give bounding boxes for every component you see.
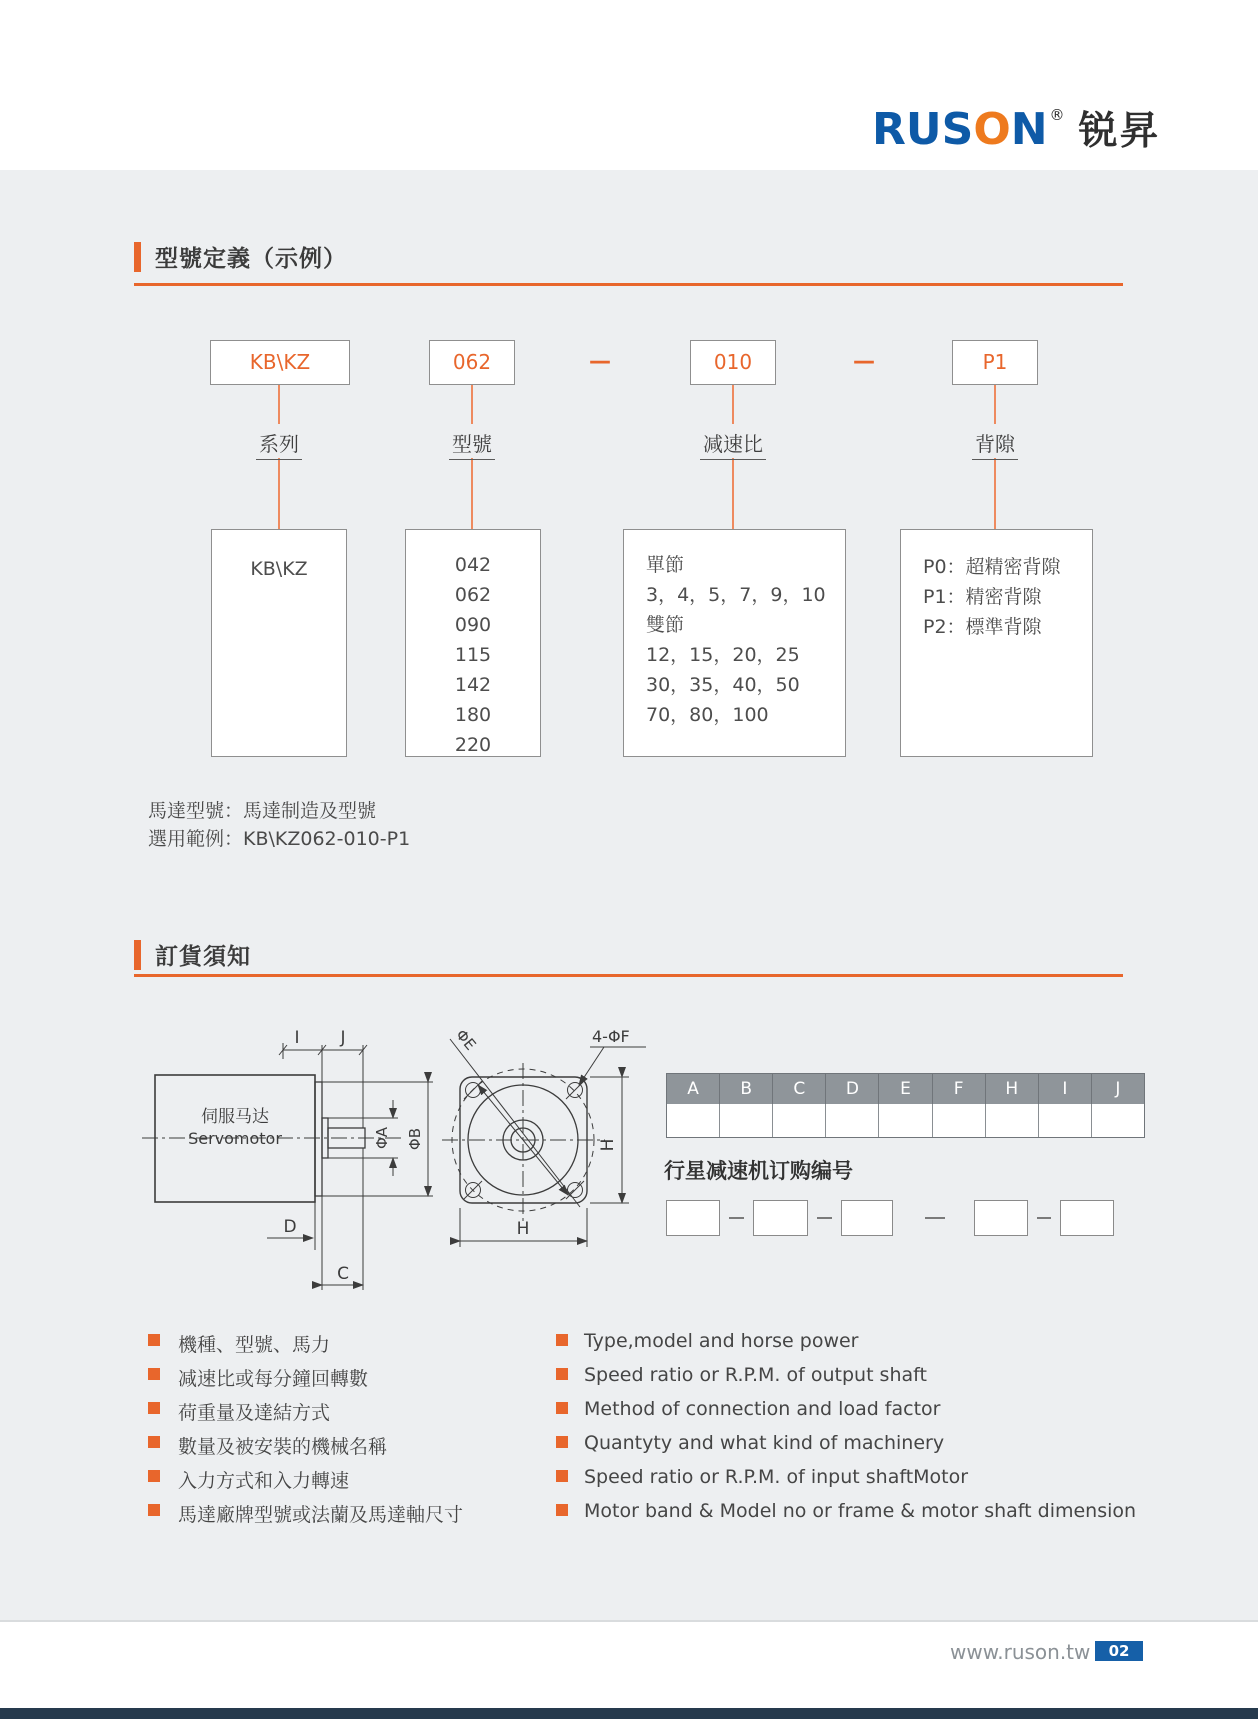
order-dash bbox=[729, 1217, 744, 1219]
section2-header bbox=[134, 938, 251, 971]
list-item-cn: 數量及被安裝的機械名稱 bbox=[178, 1436, 388, 1458]
list-item-en: Quantyty and what kind of machinery bbox=[584, 1432, 945, 1454]
table-empty-cell bbox=[933, 1104, 986, 1137]
page-number-badge: 02 bbox=[1095, 1641, 1143, 1661]
connector-line bbox=[471, 385, 473, 424]
code-box-series: KB\KZ bbox=[210, 340, 350, 385]
dim-label-h-side: H bbox=[598, 1138, 618, 1152]
section-accent-bar bbox=[134, 940, 141, 970]
list-item-en: Type,model and horse power bbox=[584, 1330, 859, 1352]
connector-line bbox=[994, 385, 996, 424]
table-empty-cell bbox=[879, 1104, 932, 1137]
bullet-square-icon bbox=[148, 1504, 160, 1516]
connector-line bbox=[471, 458, 473, 529]
bullet-square-icon bbox=[556, 1470, 568, 1482]
code-dash: — bbox=[853, 349, 875, 374]
table-header-cell: J bbox=[1092, 1074, 1144, 1104]
technical-drawing bbox=[140, 1005, 650, 1295]
dim-label-phi-b: ΦB bbox=[406, 1127, 424, 1151]
connector-line bbox=[994, 458, 996, 529]
bullet-square-icon bbox=[148, 1402, 160, 1414]
bullet-square-icon bbox=[148, 1436, 160, 1448]
footer-url: www.ruson.tw bbox=[950, 1640, 1091, 1664]
table-empty-cell bbox=[720, 1104, 773, 1137]
connector-line bbox=[278, 458, 280, 529]
order-code-box bbox=[974, 1200, 1028, 1236]
list-item-en: Method of connection and load factor bbox=[584, 1398, 941, 1420]
registered-mark-icon: ® bbox=[1049, 106, 1065, 124]
logo-text-rus: RUS bbox=[872, 104, 974, 155]
bullet-square-icon bbox=[556, 1334, 568, 1346]
footer-bottom-bar bbox=[0, 1708, 1258, 1719]
code-box-model: 062 bbox=[429, 340, 515, 385]
code-box-ratio: 010 bbox=[690, 340, 776, 385]
table-header-cell: C bbox=[773, 1074, 826, 1104]
table-empty-cell bbox=[986, 1104, 1039, 1137]
ruson-logo bbox=[872, 100, 1161, 156]
order-code-box bbox=[841, 1200, 893, 1236]
order-dash bbox=[1037, 1217, 1051, 1219]
dimension-table-body-row bbox=[667, 1104, 1144, 1137]
table-empty-cell bbox=[667, 1104, 720, 1137]
logo-o-icon: O bbox=[973, 104, 1011, 155]
dim-label-c: C bbox=[337, 1264, 349, 1284]
code-box-backlash: P1 bbox=[952, 340, 1038, 385]
bullet-square-icon bbox=[556, 1504, 568, 1516]
example-note: 選用範例：KB\KZ062-010-P1 bbox=[148, 828, 411, 850]
dim-label-4-phi-f: 4-ΦF bbox=[592, 1027, 630, 1046]
label-backlash: 背隙 bbox=[935, 428, 1055, 457]
order-dash bbox=[817, 1217, 832, 1219]
bullet-square-icon bbox=[556, 1368, 568, 1380]
list-item-cn: 减速比或每分鐘回轉數 bbox=[178, 1368, 369, 1390]
label-ratio: 减速比 bbox=[673, 428, 793, 457]
table-header-cell: I bbox=[1039, 1074, 1092, 1104]
connector-line bbox=[732, 385, 734, 424]
detail-box-ratio: 單節 3，4，5，7，9，10 雙節 12，15，20，25 30，35，40，50 70，80，100 bbox=[623, 529, 846, 757]
bullet-square-icon bbox=[148, 1368, 160, 1380]
bullet-square-icon bbox=[556, 1402, 568, 1414]
connector-line bbox=[278, 385, 280, 424]
label-model: 型號 bbox=[412, 428, 532, 457]
detail-box-model: 042 062 090 115 142 180 220 bbox=[405, 529, 541, 757]
servomotor-label-en: Servomotor bbox=[188, 1129, 282, 1148]
list-item-en: Motor band & Model no or frame & motor shaft dimension bbox=[584, 1500, 1137, 1522]
order-code-box bbox=[666, 1200, 720, 1236]
code-dash: — bbox=[589, 349, 611, 374]
table-header-cell: E bbox=[879, 1074, 932, 1104]
bullet-square-icon bbox=[556, 1436, 568, 1448]
detail-box-series: KB\KZ bbox=[211, 529, 347, 757]
table-empty-cell bbox=[826, 1104, 879, 1137]
table-header-cell: F bbox=[933, 1074, 986, 1104]
table-header-cell: H bbox=[986, 1074, 1039, 1104]
dim-label-j: J bbox=[340, 1028, 346, 1048]
motor-model-note: 馬達型號：馬達制造及型號 bbox=[148, 800, 377, 822]
detail-box-backlash: P0：超精密背隙 P1：精密背隙 P2：標準背隙 bbox=[900, 529, 1093, 757]
logo-text-cn: 锐昇 bbox=[1078, 109, 1161, 154]
list-item-cn: 機種、型號、馬力 bbox=[178, 1334, 331, 1356]
section2-underline bbox=[134, 974, 1123, 977]
table-empty-cell bbox=[1039, 1104, 1092, 1137]
order-code-box bbox=[753, 1200, 808, 1236]
bullet-square-icon bbox=[148, 1470, 160, 1482]
label-series: 系列 bbox=[219, 428, 339, 457]
table-empty-cell bbox=[773, 1104, 826, 1137]
dim-label-phi-e: ΦE bbox=[452, 1025, 480, 1054]
table-empty-cell bbox=[1092, 1104, 1144, 1137]
list-item-cn: 荷重量及達結方式 bbox=[178, 1402, 331, 1424]
dim-label-h-bottom: H bbox=[516, 1219, 530, 1239]
table-header-cell: A bbox=[667, 1074, 720, 1104]
dim-label-i: I bbox=[294, 1028, 300, 1048]
dimension-table bbox=[666, 1073, 1145, 1138]
order-code-box bbox=[1060, 1200, 1114, 1236]
servomotor-label-cn: 伺服马达 bbox=[201, 1107, 269, 1127]
section1-underline bbox=[134, 283, 1123, 286]
section2-title: 訂貨須知 bbox=[155, 944, 251, 970]
section1-title: 型號定義（示例） bbox=[155, 246, 347, 272]
order-number-title: 行星减速机订购编号 bbox=[664, 1159, 853, 1183]
section1-header bbox=[134, 240, 347, 273]
dim-label-phi-a: ΦA bbox=[373, 1126, 391, 1150]
list-item-en: Speed ratio or R.P.M. of output shaft bbox=[584, 1364, 927, 1386]
section-accent-bar bbox=[134, 242, 141, 272]
dimension-table-header-row bbox=[667, 1074, 1144, 1104]
table-header-cell: D bbox=[826, 1074, 879, 1104]
bullet-square-icon bbox=[148, 1334, 160, 1346]
dim-label-d: D bbox=[283, 1217, 297, 1237]
list-item-cn: 入力方式和入力轉速 bbox=[178, 1470, 350, 1492]
order-dash bbox=[925, 1217, 945, 1219]
list-item-en: Speed ratio or R.P.M. of input shaftMotor bbox=[584, 1466, 969, 1488]
connector-line bbox=[732, 458, 734, 529]
list-item-cn: 馬達廠牌型號或法蘭及馬達軸尺寸 bbox=[178, 1504, 464, 1526]
logo-text-n: N bbox=[1010, 104, 1048, 155]
table-header-cell: B bbox=[720, 1074, 773, 1104]
